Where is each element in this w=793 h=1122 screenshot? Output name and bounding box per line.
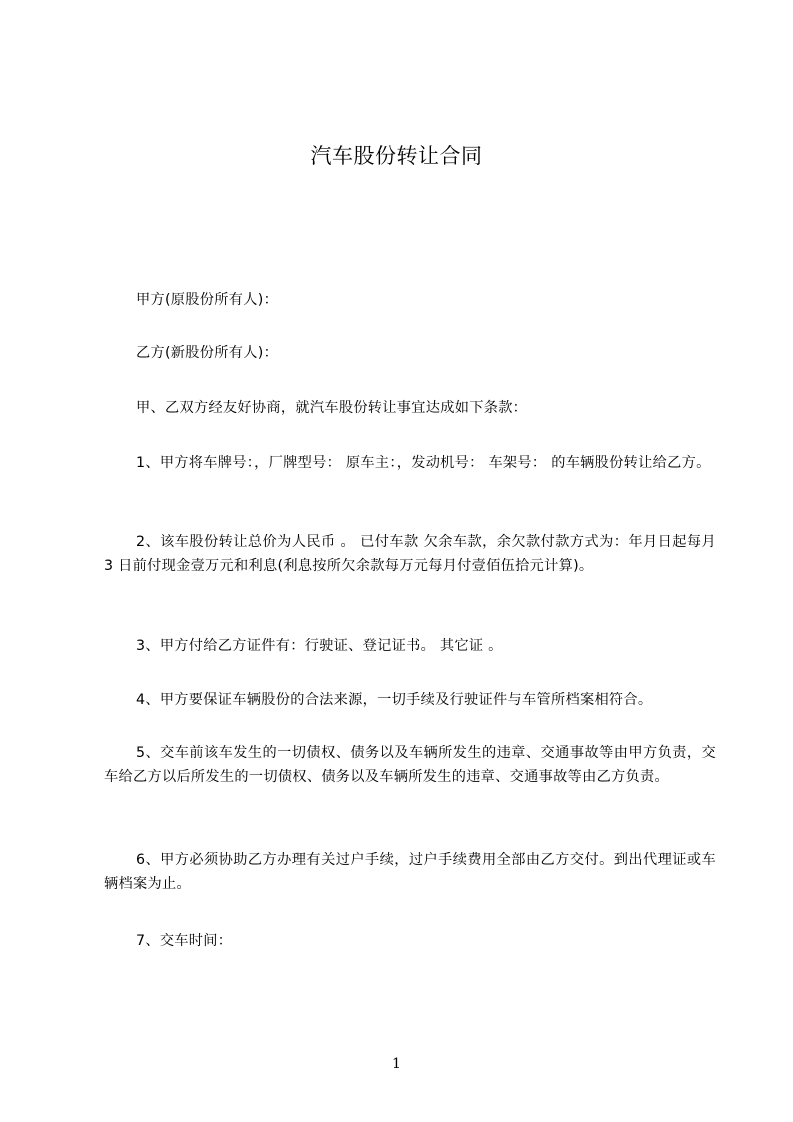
party-b-line: 乙方(新股份所有人)： <box>136 345 279 361</box>
clause-5: 5、交车前该车发生的一切债权、债务以及车辆所发生的违章、交通事故等由甲方负责，交车给乙方以后所发生的一切债权、债务以及车辆所发生的违章、交通事故等由乙方负责。 <box>104 745 716 785</box>
clause-4: 4、甲方要保证车辆股份的合法来源，一切手续及行驶证件与车管所档案相符合。 <box>136 692 653 708</box>
page-number: 1 <box>392 1056 401 1072</box>
clause-3: 3、甲方付给乙方证件有：行驶证、登记证书。 其它证 。 <box>136 638 503 654</box>
clause-2: 2、该车股份转让总价为人民币 。 已付车款 欠余车款，余欠款付款方式为：年月日起每月 3 日前付现金壹万元和利息(利息按所欠余款每万元每月付壹佰伍拾元计算)。 <box>104 534 716 574</box>
intro-paragraph: 甲、乙双方经友好协商，就汽车股份转让事宜达成如下条款： <box>136 400 528 416</box>
document-title: 汽车股份转让合同 <box>310 144 483 168</box>
party-a-line: 甲方(原股份所有人)： <box>136 292 279 308</box>
clause-1: 1、甲方将车牌号：，厂牌型号： 原车主：，发动机号： 车架号： 的车辆股份转让给乙方。 <box>136 455 711 471</box>
clause-6: 6、甲方必须协助乙方办理有关过户手续，过户手续费用全部由乙方交付。到出代理证或车辆档案为止。 <box>104 852 716 892</box>
clause-7: 7、交车时间： <box>136 933 233 949</box>
